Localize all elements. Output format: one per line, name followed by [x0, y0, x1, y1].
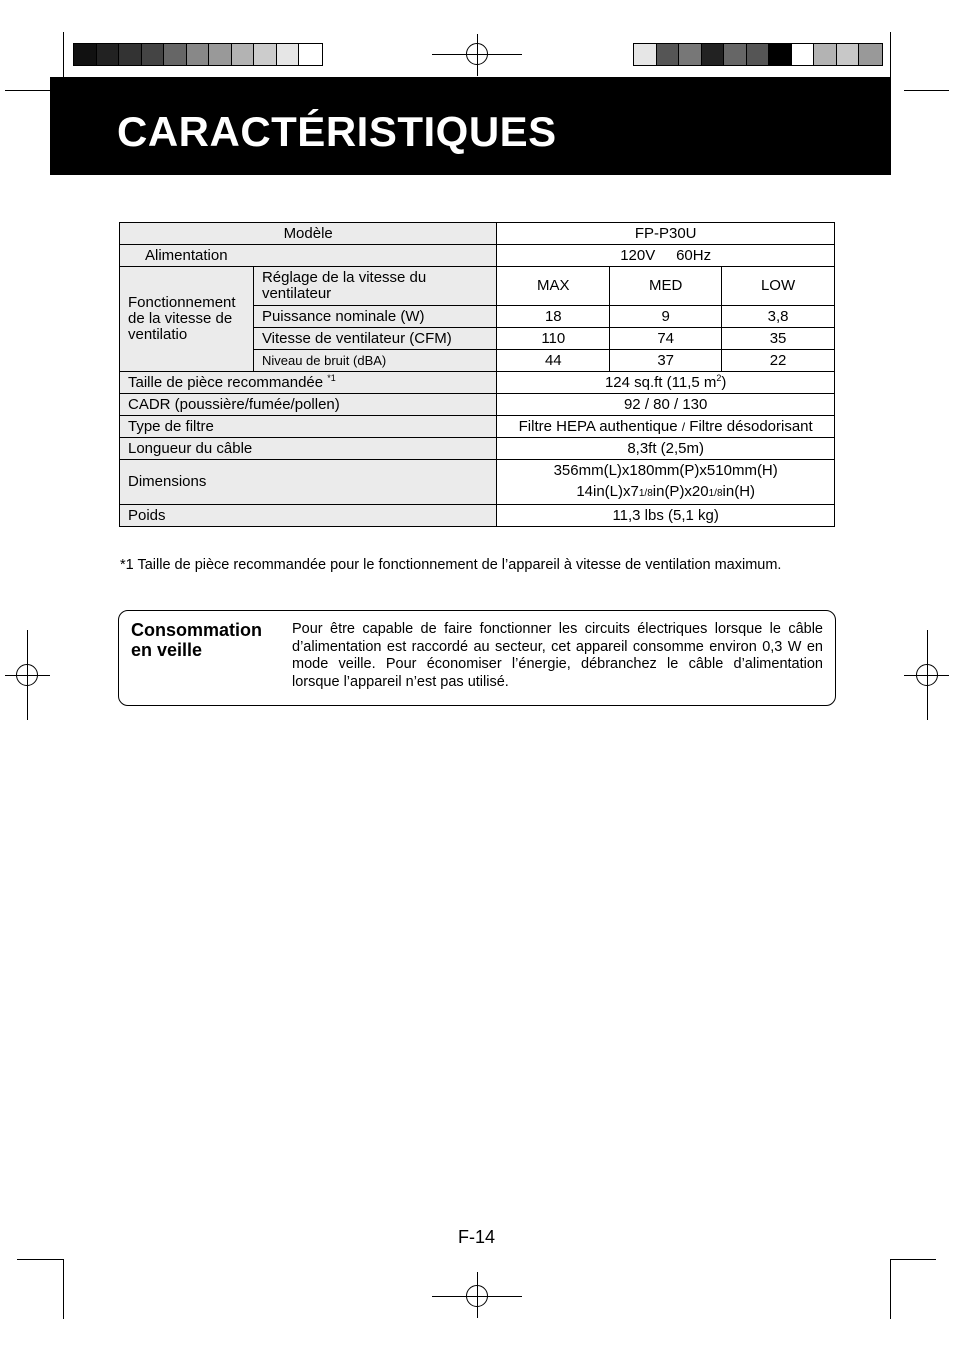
- footnote-marker: *1: [327, 372, 336, 383]
- color-swatch: [657, 44, 680, 65]
- registration-line: [27, 630, 28, 720]
- color-swatch: [209, 44, 232, 65]
- color-swatch: [747, 44, 770, 65]
- color-swatch: [837, 44, 860, 65]
- room-size-exponent: 2: [716, 372, 722, 383]
- table-row: [120, 394, 835, 416]
- color-bar-left: [73, 43, 323, 66]
- noise-low: 22: [722, 350, 835, 372]
- table-row: [120, 372, 835, 394]
- weight-label: Poids: [120, 505, 497, 527]
- dimensions-value: [497, 460, 835, 505]
- color-swatch: [164, 44, 187, 65]
- fan-speed-med: 74: [610, 328, 722, 350]
- cord-value: 8,3ft (2,5m): [497, 438, 835, 460]
- color-swatch: [254, 44, 277, 65]
- model-label: Modèle: [120, 223, 497, 245]
- page-number: F-14: [458, 1227, 496, 1247]
- standby-note-box: [118, 610, 836, 706]
- table-row: [120, 267, 835, 306]
- rated-power-max: 18: [497, 306, 610, 328]
- color-swatch: [724, 44, 747, 65]
- crop-mark: [890, 1259, 936, 1260]
- color-swatch: [277, 44, 300, 65]
- rated-power-label: Puissance nominale (W): [253, 306, 496, 328]
- color-swatch: [679, 44, 702, 65]
- color-swatch: [142, 44, 165, 65]
- fan-speed-max: 110: [497, 328, 610, 350]
- color-swatch: [232, 44, 255, 65]
- speed-max: MAX: [497, 267, 610, 306]
- crop-mark: [890, 1259, 891, 1319]
- speed-med: MED: [610, 267, 722, 306]
- standby-title-line: en veille: [131, 640, 203, 660]
- dim-fraction: 1/8: [708, 488, 723, 499]
- dimensions-metric: 356mm(L)x180mm(P)x510mm(H): [553, 462, 778, 479]
- color-swatch: [187, 44, 210, 65]
- model-value: FP-P30U: [497, 223, 835, 245]
- filter-deodorizing: Filtre désodorisant: [689, 417, 813, 435]
- room-size-value-cell: [497, 372, 835, 394]
- filter-hepa: Filtre HEPA authentique: [518, 417, 678, 435]
- standby-title: [131, 620, 262, 660]
- dim-imperial-part: 14in(L)x7: [576, 483, 639, 500]
- room-size-label-cell: [120, 372, 497, 394]
- color-swatch: [702, 44, 725, 65]
- fan-speed-low: 35: [722, 328, 835, 350]
- standby-title-line: Consommation: [131, 620, 263, 640]
- speed-low: LOW: [722, 267, 835, 306]
- fan-speed-label: Vitesse de ventilateur (CFM): [253, 328, 496, 350]
- fan-setting-label: Réglage de la vitesse du ventilateur: [253, 267, 496, 306]
- color-swatch: [97, 44, 120, 65]
- weight-value: 11,3 lbs (5,1 kg): [497, 505, 835, 527]
- table-row: [120, 460, 835, 505]
- table-row: [120, 416, 835, 438]
- filter-label: Type de filtre: [120, 416, 497, 438]
- registration-line: [477, 1272, 478, 1318]
- registration-line: [477, 34, 478, 76]
- room-size-label: Taille de pièce recommandée: [128, 373, 324, 391]
- rated-power-med: 9: [610, 306, 722, 328]
- cadr-label: CADR (poussière/fumée/pollen): [120, 394, 497, 416]
- table-row: [120, 245, 835, 267]
- color-swatch: [119, 44, 142, 65]
- crop-mark: [904, 90, 949, 91]
- color-bar-right: [633, 43, 883, 66]
- registration-line: [927, 630, 928, 720]
- color-swatch: [769, 44, 792, 65]
- power-voltage: 120V: [620, 246, 656, 264]
- dim-imperial-part: in(P)x20: [652, 483, 709, 500]
- color-swatch: [792, 44, 815, 65]
- footnote: *1 Taille de pièce recommandée pour le fonctionnement de l’appareil à vitesse de ventilation maximum.: [120, 557, 782, 573]
- dim-imperial-part: in(H): [722, 483, 756, 500]
- crop-mark: [63, 1259, 64, 1319]
- noise-med: 37: [610, 350, 722, 372]
- filter-value: [497, 416, 835, 438]
- spec-table: [119, 222, 835, 527]
- room-size-value: 124 sq.ft (11,5 m: [604, 373, 717, 391]
- cord-label: Longueur du câble: [120, 438, 497, 460]
- dim-fraction: 1/8: [638, 488, 653, 499]
- title-bar: [50, 77, 891, 175]
- crop-mark: [5, 90, 50, 91]
- color-swatch: [299, 44, 322, 65]
- color-swatch: [634, 44, 657, 65]
- room-size-close: ): [721, 373, 727, 391]
- color-swatch: [74, 44, 97, 65]
- dimensions-label: Dimensions: [120, 460, 497, 505]
- dimensions-imperial: [505, 481, 826, 504]
- color-swatch: [814, 44, 837, 65]
- noise-max: 44: [497, 350, 610, 372]
- table-row: [120, 505, 835, 527]
- power-frequency: 60Hz: [676, 246, 712, 264]
- table-row: [120, 223, 835, 245]
- fan-group-label: Fonctionnement de la vitesse de ventilatio: [120, 267, 254, 372]
- rated-power-low: 3,8: [722, 306, 835, 328]
- table-row: [120, 438, 835, 460]
- power-value: [497, 245, 835, 267]
- page-title: CARACTÉRISTIQUES: [117, 108, 557, 155]
- noise-label: Niveau de bruit (dBA): [253, 350, 496, 372]
- standby-text: Pour être capable de faire fonctionner les circuits électriques lorsque le câble d’alimentation est raccordé au secteur, cet appareil consomme environ 0,3 W en mode veille. Pour économiser l’énergie, débranchez le câble d’alimentation lorsque l’appareil n’est pas utilisé.: [292, 621, 823, 690]
- cadr-value: 92 / 80 / 130: [497, 394, 835, 416]
- crop-mark: [17, 1259, 63, 1260]
- power-label: Alimentation: [120, 245, 497, 267]
- color-swatch: [859, 44, 882, 65]
- filter-separator: /: [681, 419, 686, 434]
